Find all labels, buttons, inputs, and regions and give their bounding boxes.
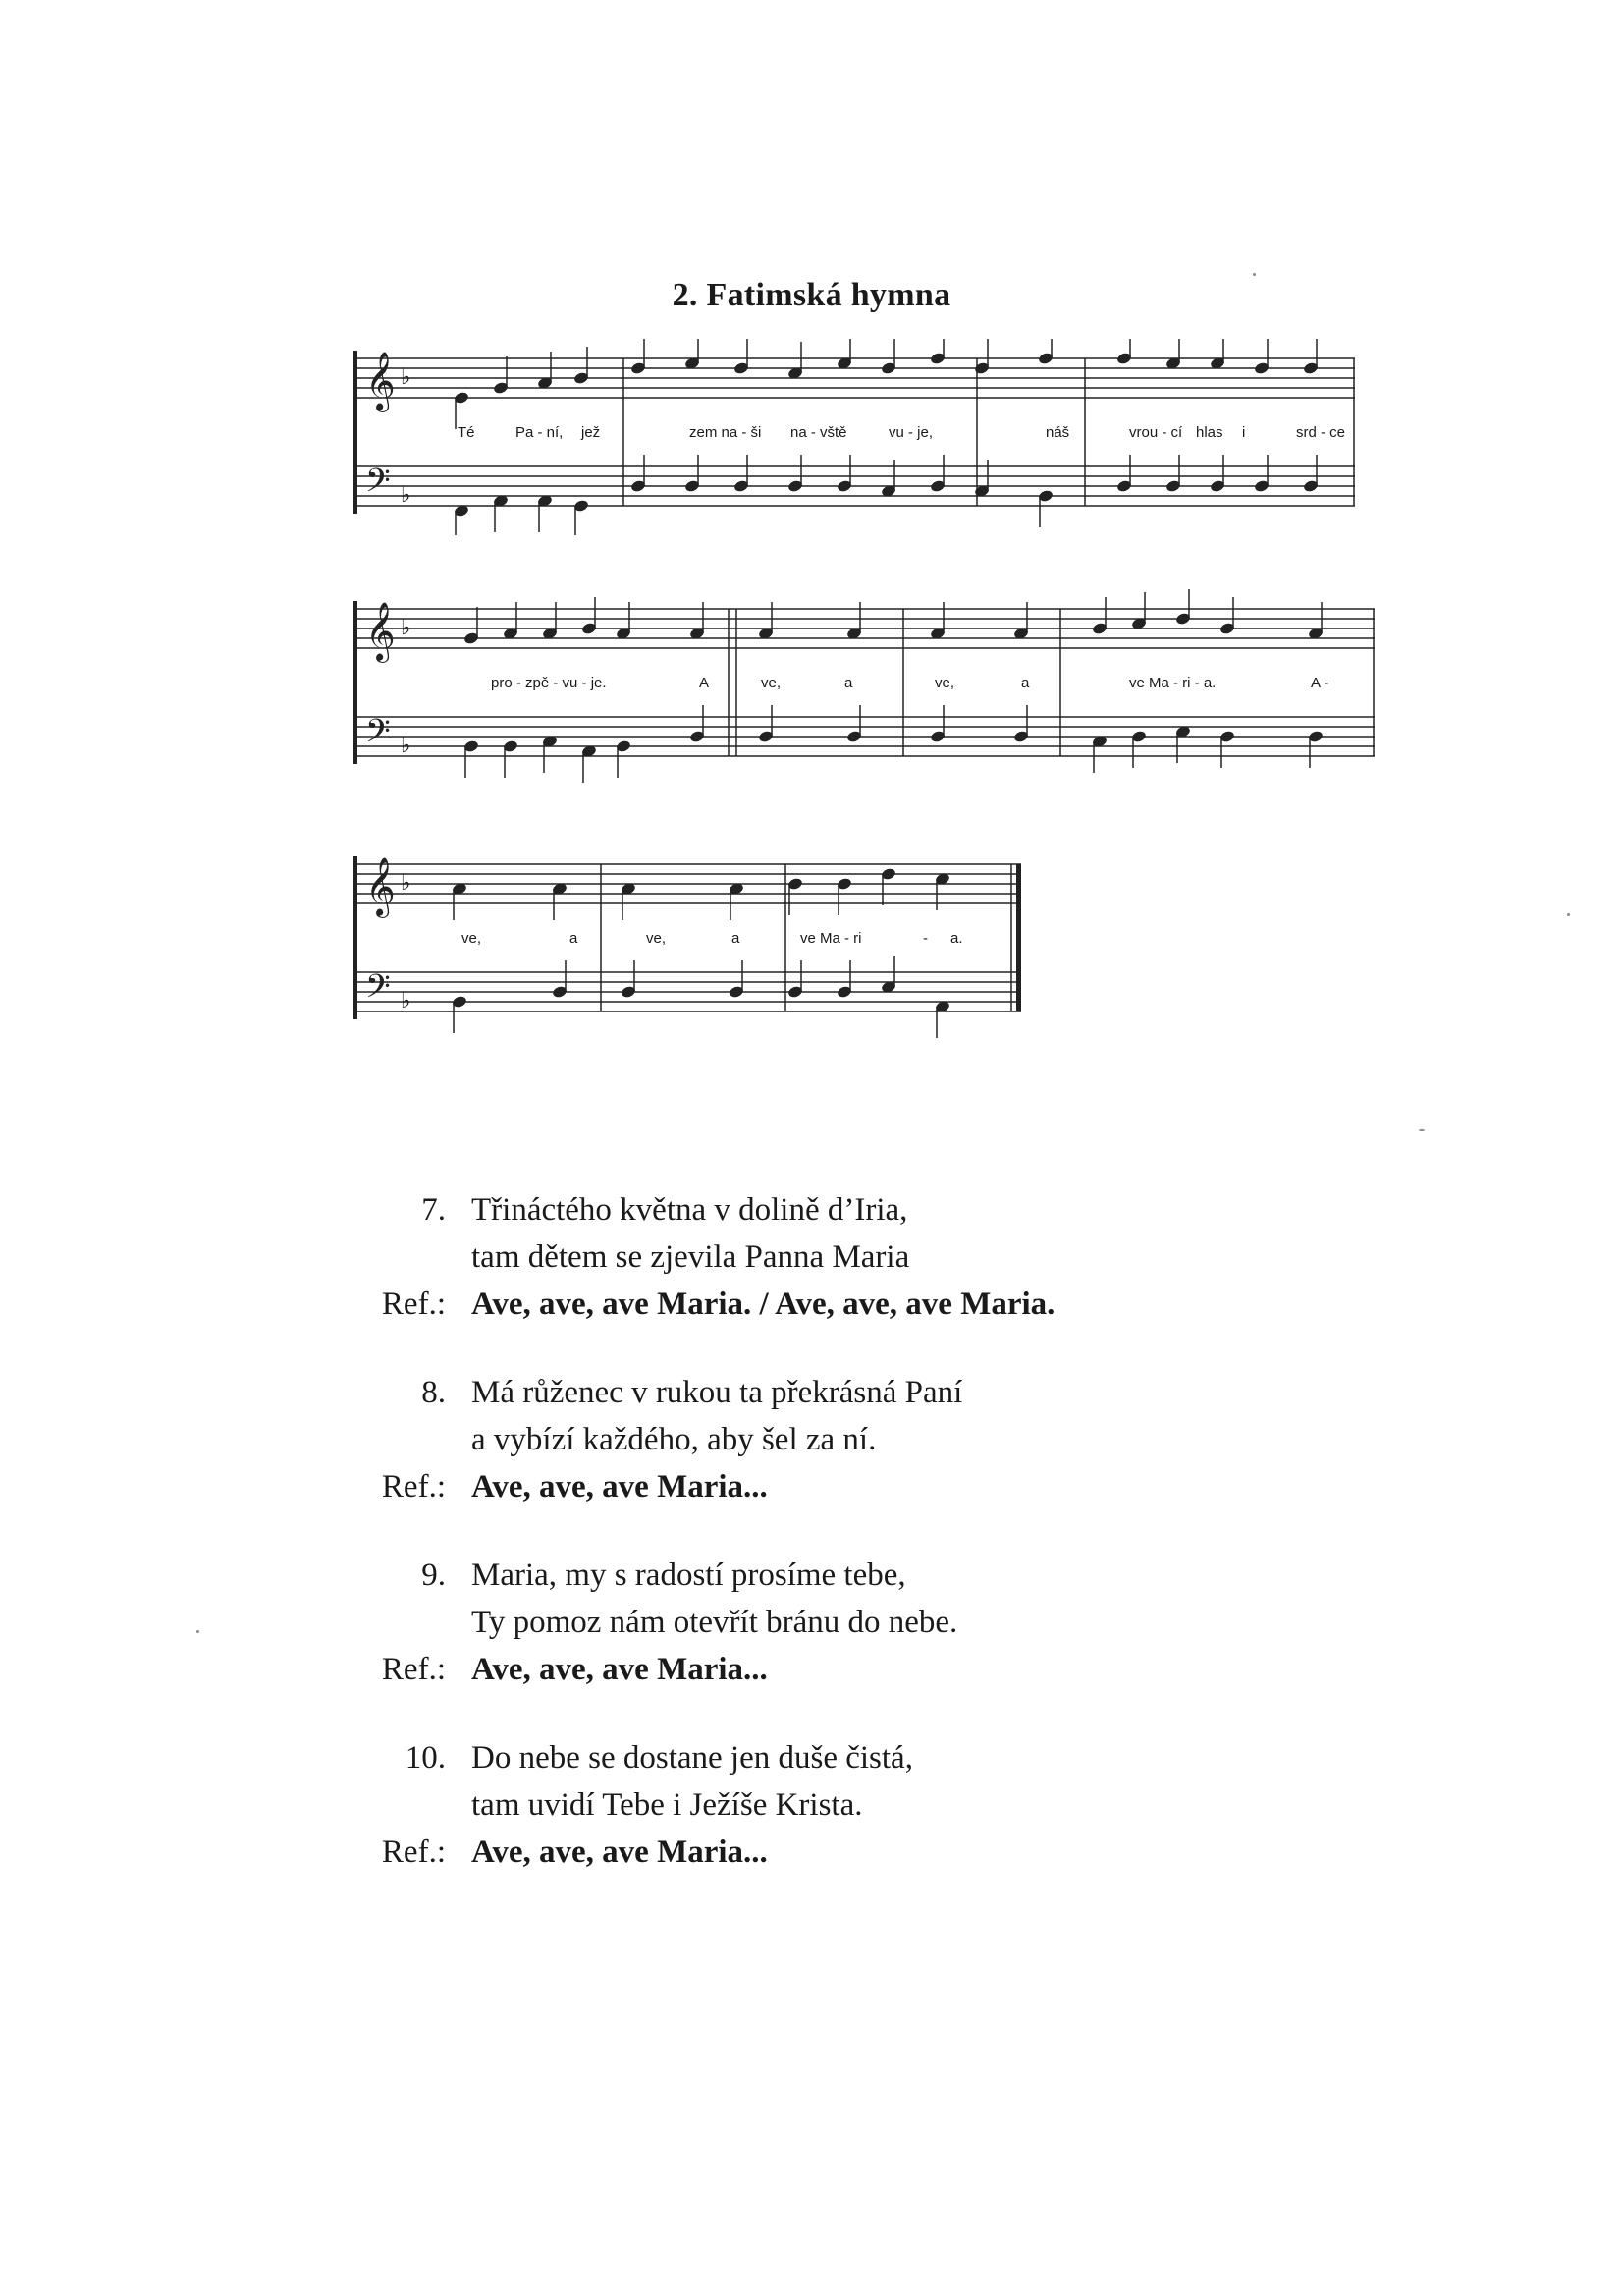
- scan-speck: [1419, 1129, 1425, 1131]
- verse-line: tam dětem se zjevila Panna Maria: [471, 1239, 910, 1275]
- flat-key-icon: ♭: [401, 989, 411, 1013]
- bass-clef-icon: 𝄢: [365, 968, 391, 1013]
- lyric-syllable: Té: [458, 424, 475, 441]
- refrain-label: Ref.:: [381, 1286, 446, 1322]
- lyric-syllable: -: [923, 930, 928, 947]
- lyric-syllable: A: [699, 675, 710, 691]
- verse-number: 7.: [421, 1192, 446, 1228]
- verse-10: [373, 1734, 1257, 1876]
- verse-line: tam uvidí Tebe i Ježíše Krista.: [471, 1787, 863, 1823]
- system-bracket: [353, 601, 357, 764]
- lyric-syllable: vu - je,: [889, 424, 934, 441]
- refrain-label: Ref.:: [381, 1652, 446, 1687]
- lyric-syllable: pro - zpě - vu - je.: [491, 675, 607, 691]
- lyric-syllable: a: [844, 675, 853, 691]
- flat-key-icon: ♭: [401, 483, 411, 508]
- verse-line: Má růženec v rukou ta překrásná Paní: [471, 1375, 963, 1410]
- verse-line: Třináctého května v dolině d’Iria,: [471, 1192, 908, 1228]
- score-staff: [353, 339, 1355, 535]
- lyric-syllable: a: [569, 930, 578, 947]
- lyric-syllable: náš: [1046, 424, 1070, 441]
- score-system-3: [353, 845, 1021, 1041]
- refrain-label: Ref.:: [381, 1834, 446, 1870]
- lyric-syllable: a.: [950, 930, 963, 947]
- verses: [373, 1186, 1257, 1917]
- flat-key-icon: ♭: [401, 616, 411, 640]
- lyric-syllable: jež: [581, 424, 601, 441]
- flat-key-icon: ♭: [401, 734, 411, 758]
- final-bar-line: [1016, 864, 1021, 1011]
- refrain-label: Ref.:: [381, 1469, 446, 1504]
- lyric-syllable: ve Ma - ri: [800, 930, 862, 947]
- score-system-1: [353, 339, 1355, 535]
- lyric-syllable: ve,: [646, 930, 667, 947]
- verse-number: 8.: [421, 1375, 446, 1410]
- system-bracket: [353, 856, 357, 1019]
- system-bracket: [353, 351, 357, 514]
- refrain-text: Ave, ave, ave Maria. / Ave, ave, ave Maria.: [471, 1286, 1055, 1322]
- verse-9: [373, 1552, 1257, 1693]
- refrain-text: Ave, ave, ave Maria...: [471, 1469, 768, 1504]
- verse-line: Do nebe se dostane jen duše čistá,: [471, 1740, 913, 1776]
- lyric-syllable: Pa - ní,: [515, 424, 564, 441]
- lyric-syllable: zem na - ši: [689, 424, 762, 441]
- lyric-syllable: na - vště: [790, 424, 847, 441]
- flat-key-icon: ♭: [401, 871, 411, 896]
- scan-speck: [1253, 273, 1256, 276]
- treble-clef-icon: 𝄞: [365, 857, 396, 916]
- verse-number: 10.: [405, 1740, 446, 1776]
- lyric-syllable: ve,: [935, 675, 955, 691]
- lyric-syllable: vrou - cí: [1129, 424, 1183, 441]
- verse-line: Maria, my s radostí prosíme tebe,: [471, 1558, 906, 1593]
- score-staff: [353, 589, 1375, 786]
- lyric-syllable: i: [1242, 424, 1246, 441]
- flat-key-icon: ♭: [401, 365, 411, 390]
- verse-line: a vybízí každého, aby šel za ní.: [471, 1422, 877, 1457]
- lyric-syllable: A -: [1311, 675, 1329, 691]
- verse-line: Ty pomoz nám otevřít bránu do nebe.: [471, 1605, 958, 1640]
- verse-8: [373, 1369, 1257, 1510]
- refrain-text: Ave, ave, ave Maria...: [471, 1652, 768, 1687]
- hymn-title: 2. Fatimská hymna: [672, 277, 951, 313]
- score-system-2: [353, 589, 1375, 786]
- treble-clef-icon: 𝄞: [365, 352, 396, 410]
- lyric-syllable: srd - ce: [1296, 424, 1346, 441]
- refrain-text: Ave, ave, ave Maria...: [471, 1834, 768, 1870]
- verse-number: 9.: [421, 1558, 446, 1593]
- scan-speck: [196, 1630, 199, 1633]
- verse-7: [373, 1186, 1257, 1328]
- scan-speck: [1567, 913, 1570, 916]
- score-staff: [353, 845, 1021, 1041]
- lyric-syllable: hlas: [1196, 424, 1223, 441]
- bass-clef-icon: 𝄢: [365, 463, 391, 508]
- lyric-syllable: a: [731, 930, 740, 947]
- treble-clef-icon: 𝄞: [365, 602, 396, 661]
- bass-clef-icon: 𝄢: [365, 713, 391, 758]
- lyric-syllable: ve,: [761, 675, 782, 691]
- lyric-syllable: ve Ma - ri - a.: [1129, 675, 1217, 691]
- lyric-syllable: a: [1021, 675, 1030, 691]
- lyric-syllable: ve,: [461, 930, 482, 947]
